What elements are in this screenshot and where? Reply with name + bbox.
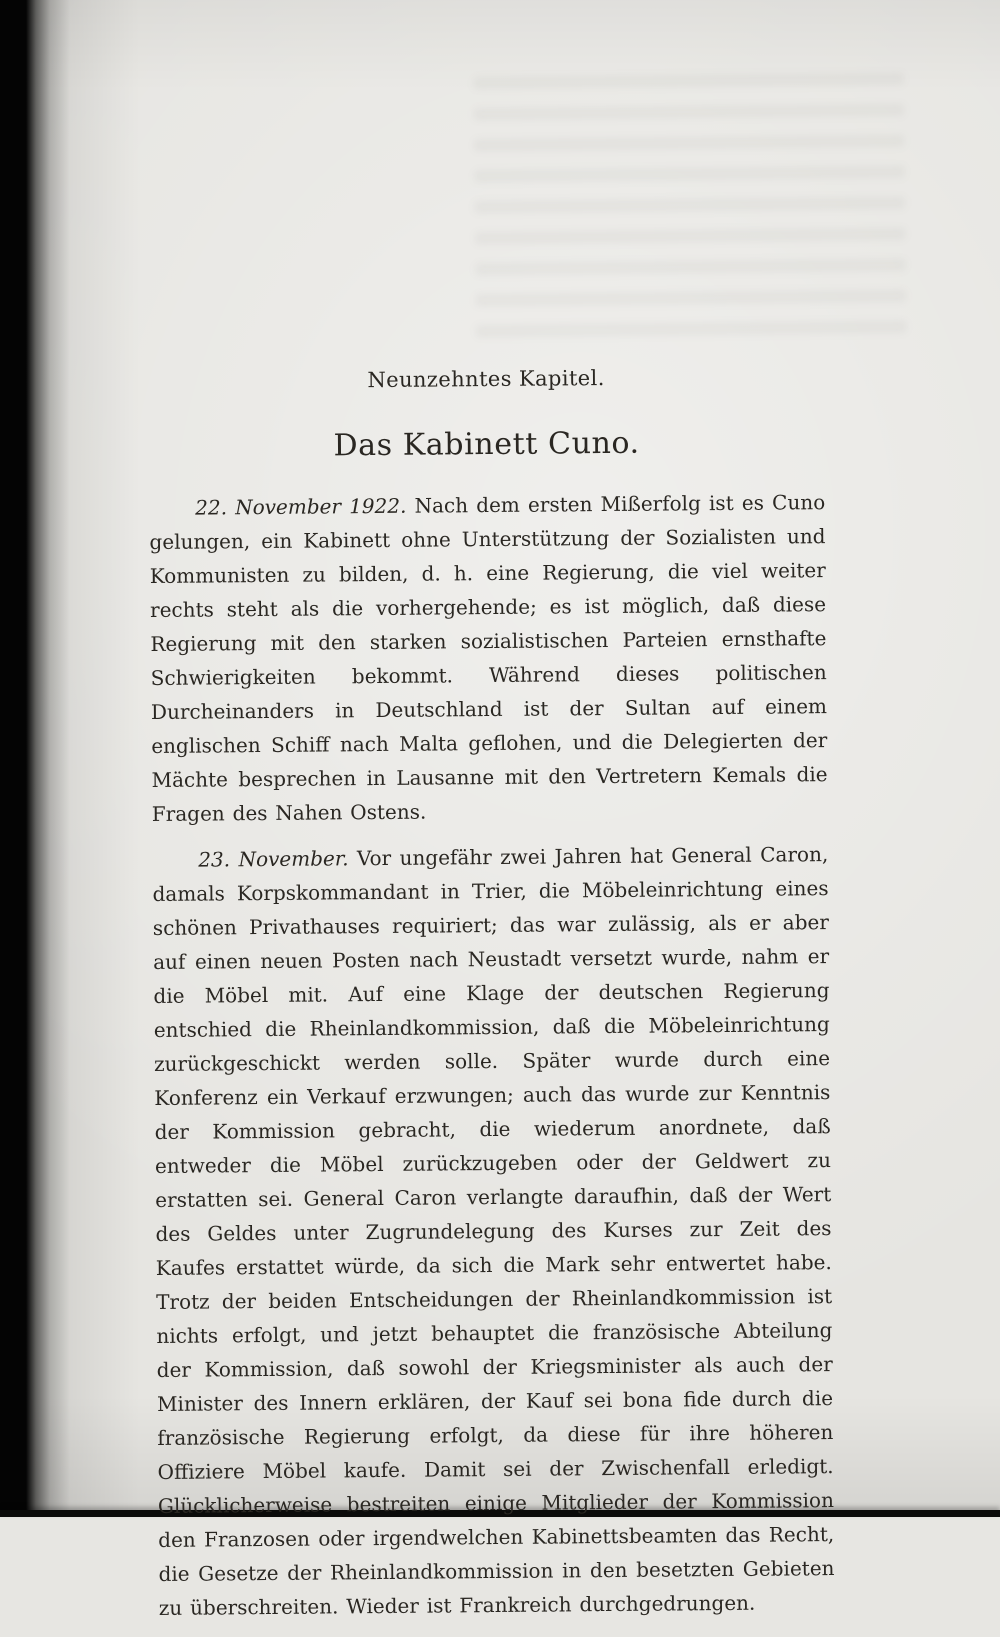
paragraph-text: Vor ungefähr zwei Jahren hat General Caron, damals Korpskommandant in Trier, die Möbeleinrichtung eines schönen Privathauses requiriert; das war zulässig, als er aber auf einen neuen Posten nach Neustadt versetzt wurde, nahm er die Möbel mit. Auf eine Klage der deutschen Regierung entschied die Rheinlandkommission, daß die Möbeleinrichtung zurückgeschickt werden solle. Später wurde durch eine Konferenz ein Verkauf erzwungen; auch das wurde zur Kenntnis der Kommission gebracht, die wiederum anordnete, daß entweder die Möbel zurückzugeben oder der Geldwert zu erstatten sei. General Caron verlangte daraufhin, daß der Wert des Geldes unter Zugrundelegung des Kurses zur Zeit des Kaufes erstattet würde, da sich die Mark sehr entwertet habe. Trotz der beiden Entscheidungen der Rheinlandkommission ist nichts erfolgt, und jetzt behauptet die französische Abteilung der Kommission, daß sowohl der Kriegsminister als auch der Minister des Innern erklären, der Kauf sei bona fide durch die französische Regierung erfolgt, da diese für ihre höheren Offiziere Möbel kaufe. Damit sei der Zwischenfall erledigt. Glücklicherweise bestreiten einige Mitglieder der Kommission den Franzosen oder irgendwelchen Kabinettsbeamten das Recht, die Gesetze der Rheinlandkommission in den besetzten Gebieten zu überschreiten. Wieder ist Frankreich durchgedrungen. bbox=[152, 842, 835, 1620]
printed-text-block bbox=[148, 364, 835, 1637]
chapter-heading: Neunzehntes Kapitel. bbox=[367, 366, 605, 393]
paragraph bbox=[152, 837, 835, 1625]
book-binding-shadow bbox=[0, 0, 70, 1517]
paragraph-date-lead: 23. November. bbox=[198, 846, 349, 872]
page-title: Das Kabinett Cuno. bbox=[333, 425, 640, 464]
paragraph-text: Nach dem ersten Mißerfolg ist es Cuno gelungen, ein Kabinett ohne Unterstützung der Sozialisten und Kommunisten zu bilden, d. h. eine Regierung, die viel weiter rechts steht als die vorhergehende; es ist möglich, daß diese Regierung mit den starken sozialistischen Parteien ernsthafte Schwierigkeiten bekommt. Während dieses politischen Durcheinanders in Deutschland ist der Sultan auf einem englischen Schiff nach Malta geflohen, und die Delegierten der Mächte besprechen in Lausanne mit den Vertretern Kemals die Fragen des Nahen Ostens. bbox=[149, 490, 828, 826]
paragraph bbox=[149, 485, 828, 831]
paragraph-date-lead: 22. November 1922. bbox=[195, 493, 407, 520]
